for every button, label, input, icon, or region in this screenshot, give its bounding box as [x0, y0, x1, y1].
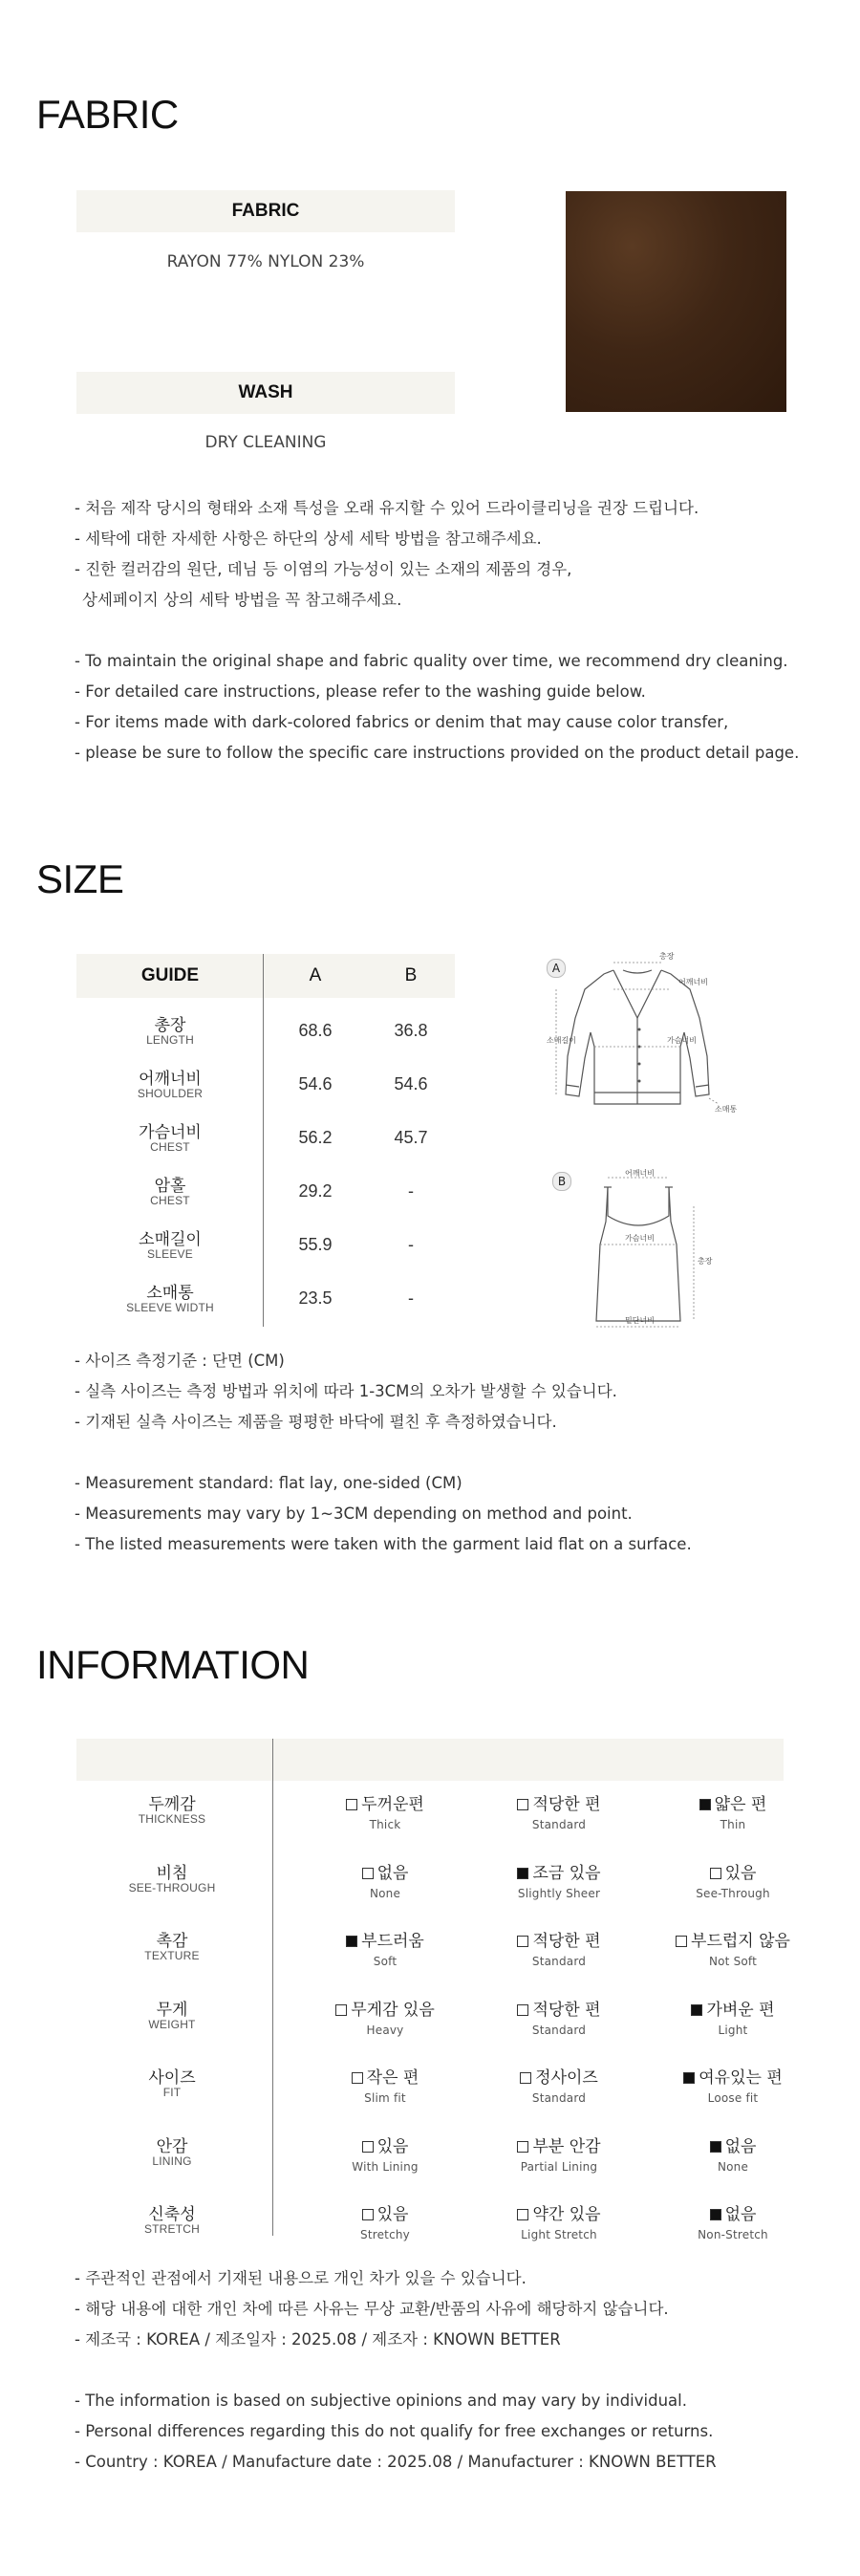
- info-row: [76, 2200, 784, 2258]
- info-option-kr: [294, 2064, 476, 2088]
- checked-box-icon: [517, 1868, 528, 1879]
- cardigan-outline: [547, 951, 747, 1123]
- note-line: - Measurements may vary by 1~3CM depending on method and point.: [75, 1504, 633, 1523]
- fabric-label: FABRIC: [76, 190, 455, 232]
- info-option-en: Standard: [531, 2024, 587, 2037]
- note-line: - 세탁에 대한 자세한 사항은 하단의 상세 세탁 방법을 참고해주세요.: [75, 530, 542, 548]
- info-option-kr: [468, 1859, 650, 1883]
- checked-box-icon: [683, 2072, 695, 2084]
- fabric-swatch: [566, 191, 786, 412]
- unchecked-box-icon: [362, 2209, 374, 2220]
- fabric-value: RAYON 77% NYLON 23%: [166, 252, 365, 271]
- value-a: 29.2: [298, 1181, 333, 1201]
- info-option-label: 여유있는 편: [699, 2068, 783, 2088]
- info-option: [468, 1996, 650, 2037]
- table-row: [76, 1172, 459, 1225]
- unchecked-box-icon: [517, 1799, 528, 1810]
- info-label-kr: 무게: [156, 2001, 188, 2019]
- info-option-en: See-Through: [696, 1887, 770, 1900]
- unchecked-box-icon: [520, 2072, 531, 2084]
- note-line: - 실측 사이즈는 측정 방법과 위치에 따라 1-3CM의 오차가 발생할 수 있습니다.: [75, 1382, 617, 1400]
- info-option-label: 적당한 편: [532, 1932, 601, 1951]
- diagram-label: 가슴너비: [667, 1036, 697, 1045]
- note-line: - Country : KOREA / Manufacture date : 2025.08 / Manufacturer : KNOWN BETTER: [75, 2453, 717, 2471]
- info-option-kr: [294, 1927, 476, 1951]
- checked-box-icon: [346, 1936, 357, 1947]
- info-option-label: 있음: [376, 2137, 409, 2156]
- info-option-kr: [468, 2064, 650, 2088]
- info-option: [642, 2132, 824, 2174]
- table-row: [76, 1279, 459, 1332]
- size-heading: SIZE: [36, 856, 124, 901]
- value-a: 56.2: [298, 1128, 333, 1147]
- info-option: [468, 2064, 650, 2105]
- info-option: [642, 1927, 824, 1968]
- info-row: [76, 2064, 784, 2121]
- note-line: - 사이즈 측정기준 : 단면 (CM): [75, 1352, 285, 1370]
- info-row: [76, 1996, 784, 2053]
- unchecked-box-icon: [517, 2209, 528, 2220]
- info-option-en: None: [717, 2160, 749, 2174]
- camisole-outline: [552, 1168, 743, 1340]
- info-option: [294, 1859, 476, 1900]
- info-option-label: 정사이즈: [535, 2068, 598, 2088]
- unchecked-box-icon: [352, 2072, 363, 2084]
- info-option-label: 조금 있음: [532, 1864, 601, 1883]
- note-line: - For detailed care instructions, please refer to the washing guide below.: [75, 682, 646, 701]
- info-option-label: 적당한 편: [532, 1795, 601, 1814]
- info-label-en: FIT: [162, 2086, 182, 2099]
- info-option: [468, 1859, 650, 1900]
- info-option: [642, 1859, 824, 1900]
- info-option-en: Light: [718, 2024, 748, 2037]
- information-notes-en: [75, 2386, 717, 2478]
- note-line: - 처음 제작 당시의 형태와 소재 특성을 오래 유지할 수 있어 드라이클리닝을 권장 드립니다.: [75, 499, 699, 517]
- row-label-en: CHEST: [150, 1194, 190, 1207]
- row-label-en: LENGTH: [146, 1033, 194, 1047]
- unchecked-box-icon: [362, 1868, 374, 1879]
- row-label-kr: 암홀: [154, 1177, 186, 1195]
- note-line: 상세페이지 상의 세탁 방법을 꼭 참고해주세요.: [82, 591, 402, 609]
- info-label-en: THICKNESS: [138, 1812, 206, 1826]
- info-row: [76, 1859, 784, 1916]
- note-line: - Measurement standard: flat lay, one-sided (CM): [75, 1474, 462, 1492]
- note-line: - 제조국 : KOREA / 제조일자 : 2025.08 / 제조자 : KNOWN BETTER: [75, 2330, 561, 2349]
- info-label-kr: 안감: [156, 2137, 188, 2155]
- row-label-kr: 어깨너비: [139, 1070, 202, 1088]
- diagram-a: [547, 951, 747, 1123]
- row-label-en: CHEST: [150, 1140, 190, 1154]
- info-option-en: None: [369, 1887, 401, 1900]
- info-label-kr: 비침: [156, 1864, 188, 1882]
- info-option-en: Slightly Sheer: [517, 1887, 601, 1900]
- info-option-kr: [468, 2132, 650, 2156]
- info-option-label: 부분 안감: [532, 2137, 601, 2156]
- info-option: [468, 1927, 650, 1968]
- unchecked-box-icon: [517, 2004, 528, 2016]
- row-label-kr: 총장: [154, 1016, 186, 1034]
- info-option-en: Standard: [531, 1818, 587, 1831]
- size-notes-kr: [75, 1346, 617, 1438]
- row-label-kr: 소매길이: [139, 1230, 202, 1248]
- note-line: - To maintain the original shape and fabric quality over time, we recommend dry cleaning.: [75, 652, 788, 670]
- value-b: 54.6: [394, 1074, 428, 1093]
- fabric-heading: FABRIC: [36, 92, 179, 137]
- information-notes-kr: [75, 2263, 669, 2355]
- diagram-b-badge: B: [552, 1172, 571, 1191]
- diagram-label: 가슴너비: [625, 1234, 655, 1243]
- info-option-en: Stretchy: [360, 2228, 410, 2241]
- info-option-en: With Lining: [352, 2160, 419, 2174]
- info-option-kr: [642, 2132, 824, 2156]
- info-option-kr: [468, 1927, 650, 1951]
- info-label-kr: 신축성: [148, 2205, 196, 2223]
- info-row: [76, 1927, 790, 1984]
- diagram-label: 소매통: [715, 1105, 738, 1114]
- value-a: 23.5: [298, 1288, 333, 1308]
- note-line: - Personal differences regarding this do not qualify for free exchanges or returns.: [75, 2422, 714, 2440]
- note-line: - please be sure to follow the specific care instructions provided on the product detail page.: [75, 744, 800, 762]
- checked-box-icon: [710, 2141, 721, 2153]
- note-line: - 주관적인 관점에서 기재된 내용으로 개인 차가 있을 수 있습니다.: [75, 2269, 527, 2287]
- info-option-en: Heavy: [366, 2024, 404, 2037]
- row-label-en: SLEEVE: [147, 1247, 193, 1261]
- info-option-en: Not Soft: [708, 1955, 758, 1968]
- information-heading: INFORMATION: [36, 1642, 310, 1687]
- col-b-label: B: [404, 965, 418, 985]
- note-line: - For items made with dark-colored fabrics or denim that may cause color transfer,: [75, 713, 729, 731]
- info-option-en: Thin: [720, 1818, 746, 1831]
- info-option-kr: [294, 1859, 476, 1883]
- guide-label: GUIDE: [140, 965, 200, 985]
- info-option-en: Loose fit: [707, 2091, 759, 2105]
- diagram-b: [552, 1168, 743, 1340]
- info-option-label: 두꺼운편: [361, 1795, 424, 1814]
- unchecked-box-icon: [517, 2141, 528, 2153]
- info-option-label: 부드러움: [361, 1932, 424, 1951]
- info-option: [294, 2200, 476, 2241]
- info-option-label: 있음: [376, 2205, 409, 2224]
- info-option-en: Standard: [531, 1955, 587, 1968]
- value-a: 55.9: [298, 1235, 333, 1254]
- fabric-notes-kr: [75, 493, 699, 616]
- info-option-en: Light Stretch: [521, 2228, 597, 2241]
- info-option: [468, 1790, 650, 1831]
- diagram-label: 밑단너비: [625, 1316, 655, 1325]
- info-option-kr: [642, 1790, 824, 1814]
- info-option: [294, 2064, 476, 2105]
- info-option-label: 적당한 편: [532, 2001, 601, 2020]
- unchecked-box-icon: [362, 2141, 374, 2153]
- info-option: [294, 1927, 476, 1968]
- info-option-en: Partial Lining: [520, 2160, 598, 2174]
- unchecked-box-icon: [710, 1868, 721, 1879]
- note-line: - 기재된 실측 사이즈는 제품을 평평한 바닥에 펼친 후 측정하였습니다.: [75, 1413, 557, 1431]
- info-label-kr: 사이즈: [148, 2068, 196, 2087]
- row-label-en: SLEEVE WIDTH: [126, 1301, 214, 1314]
- info-option-label: 가벼운 편: [706, 2001, 775, 2020]
- info-option: [294, 2132, 476, 2174]
- col-a-label: A: [309, 965, 322, 985]
- info-row: [76, 2132, 784, 2190]
- info-label-en: TEXTURE: [144, 1949, 200, 1962]
- diagram-label: 총장: [698, 1257, 713, 1266]
- info-label-en: STRETCH: [143, 2222, 201, 2236]
- unchecked-box-icon: [346, 1799, 357, 1810]
- unchecked-box-icon: [335, 2004, 347, 2016]
- value-b: -: [408, 1288, 414, 1308]
- checked-box-icon: [691, 2004, 702, 2016]
- value-b: 36.8: [394, 1021, 428, 1040]
- info-option-label: 없음: [376, 1864, 409, 1883]
- unchecked-box-icon: [517, 1936, 528, 1947]
- info-option-kr: [294, 2200, 476, 2224]
- info-option: [642, 2200, 824, 2241]
- info-option-kr: [642, 2064, 824, 2088]
- info-option-label: 부드럽지 않음: [691, 1932, 790, 1951]
- table-row: [76, 1065, 459, 1118]
- note-line: - The information is based on subjective opinions and may vary by individual.: [75, 2392, 687, 2410]
- value-a: 68.6: [298, 1021, 333, 1040]
- note-line: - 해당 내용에 대한 개인 차에 따른 사유는 무상 교환/반품의 사유에 해당하지 않습니다.: [75, 2300, 669, 2318]
- info-option: [642, 1790, 824, 1831]
- diagram-label: 어깨너비: [678, 978, 708, 986]
- info-option-kr: [642, 1859, 824, 1883]
- checked-box-icon: [710, 2209, 721, 2220]
- info-option-en: Non-Stretch: [698, 2228, 768, 2241]
- diagram-label: 어깨너비: [625, 1169, 655, 1178]
- checked-box-icon: [699, 1799, 711, 1810]
- size-notes-en: [75, 1468, 692, 1560]
- info-option-kr: [468, 1996, 650, 2020]
- info-option: [294, 1790, 476, 1831]
- info-option: [468, 2200, 650, 2241]
- info-label-en: WEIGHT: [148, 2018, 196, 2031]
- info-option: [642, 1996, 824, 2037]
- info-option-label: 얇은 편: [714, 1795, 767, 1814]
- information-table-header: [76, 1739, 784, 1781]
- info-option-kr: [468, 1790, 650, 1814]
- info-option-kr: [642, 1927, 824, 1951]
- info-option-label: 무게감 있음: [351, 2001, 435, 2020]
- table-row: [76, 1225, 459, 1279]
- info-option-kr: [294, 1996, 476, 2020]
- info-option-en: Slim fit: [364, 2091, 406, 2105]
- info-row: [76, 1790, 784, 1848]
- info-option: [294, 1996, 476, 2037]
- info-option-en: Soft: [373, 1955, 398, 1968]
- info-option-kr: [294, 2132, 476, 2156]
- info-option-label: 없음: [724, 2137, 757, 2156]
- info-option-en: Thick: [369, 1818, 401, 1831]
- info-option-kr: [642, 2200, 824, 2224]
- wash-label: WASH: [76, 372, 455, 414]
- info-option-en: Standard: [531, 2091, 587, 2105]
- value-a: 54.6: [298, 1074, 333, 1093]
- diagram-label: 소매길이: [547, 1036, 576, 1045]
- row-label-kr: 가슴너비: [139, 1123, 202, 1141]
- diagram-label: 총장: [659, 952, 675, 961]
- info-label-en: SEE-THROUGH: [128, 1881, 216, 1894]
- diagram-a-badge: A: [547, 959, 566, 978]
- fabric-notes-en: [75, 646, 799, 768]
- value-b: -: [408, 1181, 414, 1201]
- table-row: [76, 1011, 459, 1065]
- info-option-kr: [468, 2200, 650, 2224]
- info-option-label: 없음: [724, 2205, 757, 2224]
- note-line: - 진한 컬러감의 원단, 데님 등 이염의 가능성이 있는 소재의 제품의 경우,: [75, 560, 572, 578]
- info-option-label: 약간 있음: [532, 2205, 601, 2224]
- info-label-en: LINING: [152, 2154, 192, 2168]
- info-option: [642, 2064, 824, 2105]
- info-option-kr: [642, 1996, 824, 2020]
- unchecked-box-icon: [676, 1936, 687, 1947]
- info-label-kr: 두께감: [148, 1795, 196, 1813]
- row-label-kr: 소매통: [146, 1284, 194, 1302]
- info-label-kr: 촉감: [156, 1932, 188, 1950]
- row-label-en: SHOULDER: [137, 1087, 204, 1100]
- value-b: 45.7: [394, 1128, 428, 1147]
- info-option-label: 있음: [724, 1864, 757, 1883]
- info-option-label: 작은 편: [366, 2068, 419, 2088]
- wash-value: DRY CLEANING: [204, 433, 327, 452]
- info-option: [468, 2132, 650, 2174]
- value-b: -: [408, 1235, 414, 1254]
- note-line: - The listed measurements were taken with the garment laid flat on a surface.: [75, 1535, 692, 1553]
- info-option-kr: [294, 1790, 476, 1814]
- table-row: [76, 1118, 459, 1172]
